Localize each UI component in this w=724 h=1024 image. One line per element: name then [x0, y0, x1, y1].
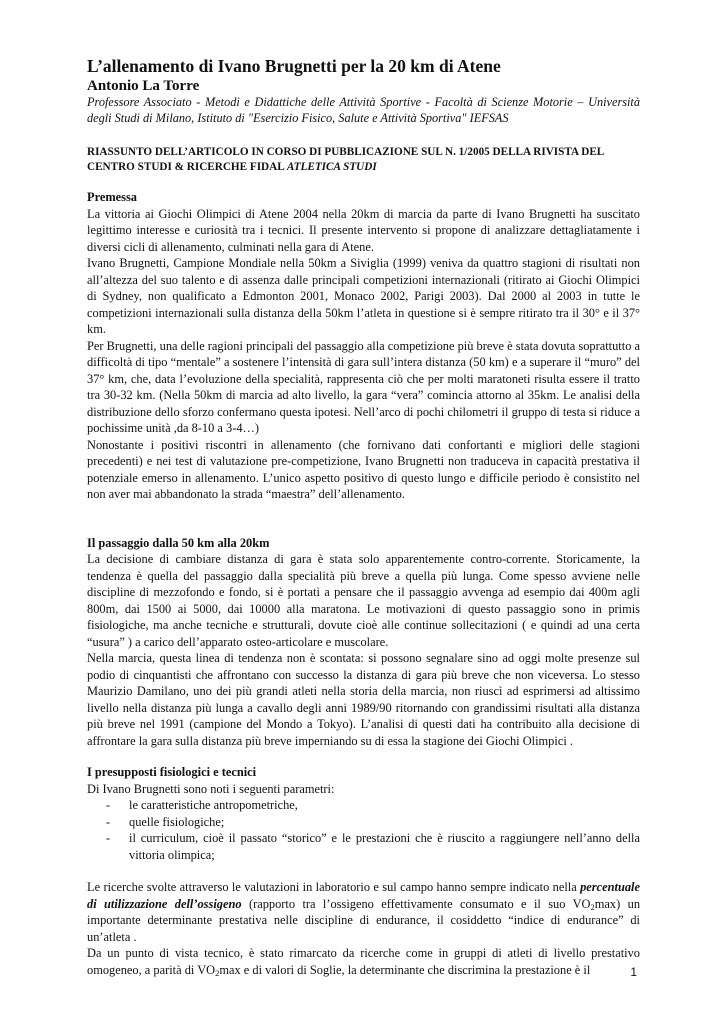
author-name: Antonio La Torre: [87, 78, 200, 94]
article-title: L’allenamento di Ivano Brugnetti per la 20 km di Atene: [87, 56, 501, 76]
emphasis-text: percentuale di utilizzazione dell’ossigeno: [87, 880, 640, 911]
summary-journal: ATLETICA STUDI: [286, 160, 377, 173]
section-presupposti: [87, 764, 640, 863]
page-number: 1: [630, 965, 637, 979]
summary-note: [87, 145, 640, 174]
section-heading: Premessa: [87, 190, 138, 204]
subscript: 2: [215, 967, 220, 978]
paragraph: Per Brugnetti, una delle ragioni principali del passaggio alla competizione più breve è stata dovuta soprattutto a difficoltà di tipo “mentale” a sostenere l’intensità di gara sull’intera distanza (50 km) e a superare il “muro” del 37° km, che, data l’evoluzione della specialità, rappresenta ciò che per molti maratoneti risulta essere il tratto tra 30-32 km. (Nella 50km di marcia ad alto livello, la gara “vera” comincia attorno al 35km. Le analisi della distribuzione dello sforzo confermano questa ipotesi. Nell’arco di pochi chilometri il gruppo di testa si riduce a pochissime unità ,da 8-10 a 3-4…): [87, 338, 640, 435]
text-run: max e di valori di Soglie, la determinante che discrimina la prestazione è il: [219, 962, 591, 977]
summary-text: RIASSUNTO DELL’ARTICOLO IN CORSO DI PUBBLICAZIONE SUL N. 1/2005 DELLA RIVISTA DEL CENTRO STUDI & RICERCHE FIDAL: [87, 146, 604, 173]
section-premessa: [87, 189, 640, 503]
paragraph: La vittoria ai Giochi Olimpici di Atene 2004 nella 20km di marcia da parte di Ivano Brugnetti ha suscitato legittimo interesse e curiosità tra i tecnici. Il presente intervento si propone di analizzare dettagliatamente i diversi cicli di allenamento, culminati nella gara di Atene.: [87, 206, 640, 254]
section-heading: Il passaggio dalla 50 km alla 20km: [87, 535, 270, 550]
text-run: Da un punto di vista tecnico, è stato rimarcato da ricerche come in gruppi di atleti di livello prestativo omogeneo, a parità di VO: [87, 946, 640, 977]
paragraph: Ivano Brugnetti, Campione Mondiale nella 50km a Siviglia (1999) veniva da quattro stagioni di risultati non all’altezza del suo talento e di assenza dalle principali competizioni internazionali (ritirato ai Giochi Olimpici di Sydney, non qualificato a Edmonton 2001, Monaco 2002, Parigi 2003). Dal 2000 al 2003 in tutte le competizioni internazionali sulla distanza della 50km l’atleta in questione si è sempre ritirato tra il 30° e il 37° km.: [87, 256, 640, 336]
list-item: - le caratteristiche antropometriche,: [87, 797, 640, 814]
list-item: - il curriculum, cioè il passato “storico” e le prestazioni che è riuscito a raggiungere nell’anno della vittoria olimpica;: [87, 830, 640, 863]
paragraph: Nella marcia, questa linea di tendenza non è scontata: si possono segnalare sino ad oggi molte presenze sul podio di cinquantisti che affrontano con successo la distanza di gara più breve che non viceversa. Lo stesso Maurizio Damilano, uno dei più grandi atleti nella storia della marcia, non riuscì ad esprimersi ad altissimo livello nella distanza più lunga a cavallo degli anni 1989/90 ritornando con grandissimi risultati alla distanza più breve nel 1991 (campione del Mondo a Tokyo). L’analisi di questi dati ha contribuito alla decisione di affrontare la gara sulla distanza più breve imperniando su di essa la stagione dei Giochi Olimpici .: [87, 651, 640, 748]
paragraph: [87, 879, 640, 945]
text-run: Le ricerche svolte attraverso le valutazioni in laboratorio e sul campo hanno sempre indicato nella: [87, 880, 581, 894]
section-passaggio: [87, 535, 640, 750]
section-closing: [87, 879, 640, 978]
paragraph: [87, 945, 640, 978]
text-run: max) un importante determinante prestativa nelle discipline di endurance, il cosiddetto “indice di endurance” di un’atleta .: [87, 896, 641, 944]
list-item: - quelle fisiologiche;: [87, 814, 640, 831]
paragraph: Nonostante i positivi riscontri in allenamento (che fornivano dati confortanti e migliori delle stagioni precedenti) e nei test di valutazione pre-competizione, Ivano Brugnetti non traduceva in capacità prestativa il potenziale emerso in allenamento. L’unico aspetto positivo di questo lungo e difficile periodo è consistito nel non aver mai abbandonato la strada “maestra” dell’allenamento.: [87, 437, 640, 501]
paragraph: La decisione di cambiare distanza di gara è stata solo apparentemente contro-corrente. Storicamente, la tendenza è quella del passaggio dalla specialità più breve a quella più lunga. Come spesso avviene nelle discipline di mezzofondo e fondo, si è portati a pensare che il passaggio avvenga ad esempio dai 400m agli 800m, dai 1500 ai 5000, dai 10000 alla maratona. Le motivazioni di questo passaggio sono in primis fisiologiche, ma anche tecniche e strutturali, dovute cioè alle continue sollecitazioni ( e quindi ad una certa “usura” ) a carico dell’apparato osteo-articolare e muscolare.: [87, 552, 640, 649]
paragraph: Di Ivano Brugnetti sono noti i seguenti parametri:: [87, 781, 335, 796]
subscript: 2: [590, 901, 595, 912]
section-heading: I presupposti fisiologici e tecnici: [87, 765, 257, 779]
author-affiliation: Professore Associato - Metodi e Didattiche delle Attività Sportive - Facoltà di Scienze Motorie – Università degli Studi di Milano, Istituto di "Esercizio Fisico, Salute e Attività Sportiva" IEFSAS: [87, 95, 640, 125]
parameter-list: [87, 797, 640, 863]
page-content: [87, 56, 640, 978]
text-run: (rapporto tra l’ossigeno effettivamente consumato e il suo VO: [241, 896, 591, 911]
